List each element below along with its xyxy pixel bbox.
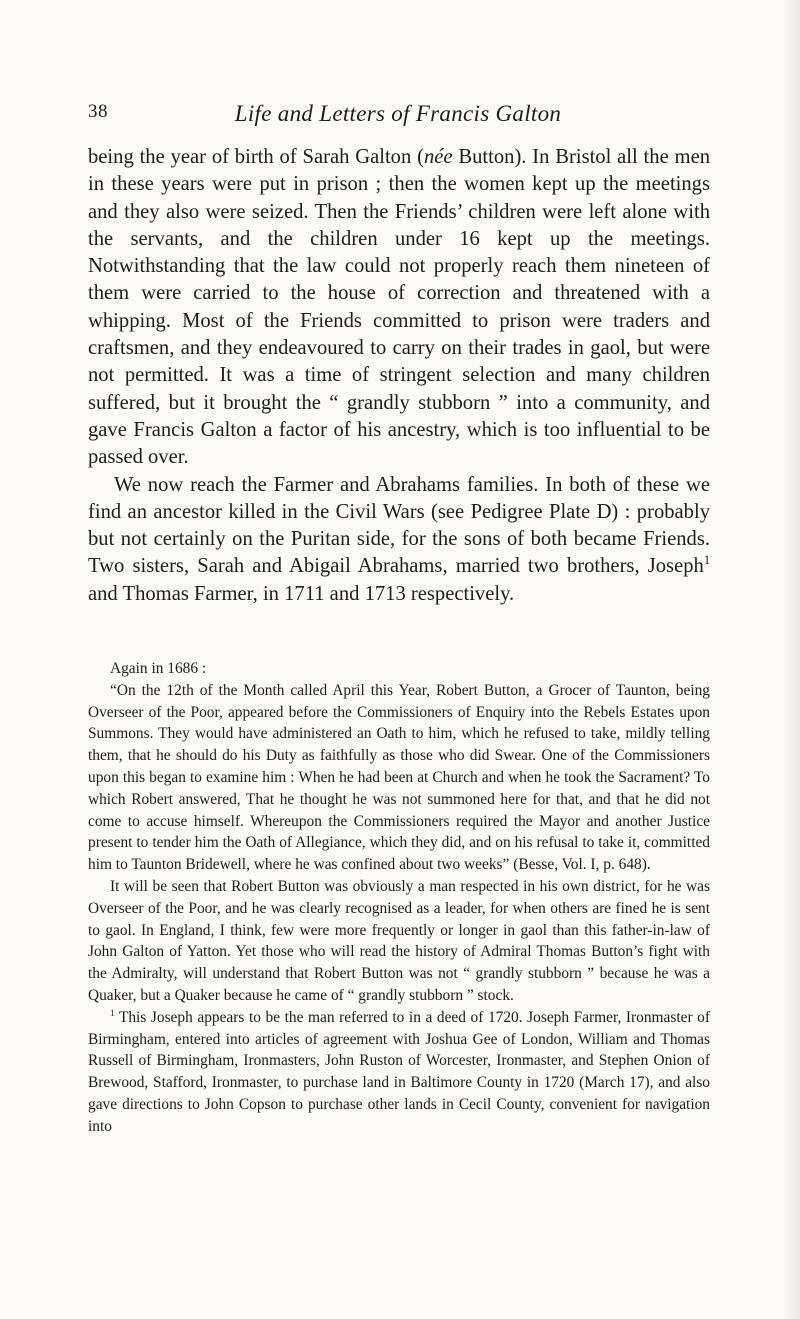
commentary-paragraph: It will be seen that Robert Button was obviously a man respected in his own district, for he was Overseer of the Poor, and he was clearly recognised as a leader, for when others are fined he is sent to gaol. In England, I think, few were more frequently or longer in gaol than this father-in-law of John Galton of Yatton. Yet those who will read the history of Admiral Thomas Button’s fight with the Admiralty, will understand that Robert Button was not “ grandly stubborn ” because he was a Quaker, but a Quaker because he came of “ grandly stubborn ” stock. — [88, 877, 710, 1004]
running-title: Life and Letters of Francis Galton — [234, 101, 562, 126]
footnote-number: 1 — [110, 1007, 115, 1018]
main-paragraph-1: being the year of birth of Sarah Galton (née Button). In Bristol all the men in these years were put in prison ; then the women kept up the meetings and they also were seized. Then the Friends’ children were left alone with the servants, and the children under 16 kept up the meetings. Notwithstanding that the law could not properly reach them nineteen of them were carried to the house of correction and threatened with a whipping. Most of the Friends committed to prison were traders and craftsmen, and they endeavoured to carry on their trades in gaol, but were not permitted. It was a time of stringent selection and many children suffered, but it brought the “ grandly stubborn ” into a community, and gave Francis Galton a factor of his ancestry, which is too influential to be passed over. — [88, 146, 711, 469]
page-edge-shadow — [782, 0, 800, 1319]
besse-quotation: “On the 12th of the Month called April this Year, Robert Button, a Grocer of Taunton, being Overseer of the Poor, appeared before the Commissioners of Enquiry into the Rebels Estates upon Summons. They would have administered an Oath to him, which he refused to take, mildly telling them, that he should do his Duty as faithfully as those who did Swear. One of the Commissioners upon this began to examine him : When he had been at Church and when he took the Sacrament? To which Robert answered, That he thought he was not summoned here for that, and that he did not come to accuse himself. Whereupon the Commissioners required the Mayor and another Justice present to tender him the Oath of Allegiance, which they did, and on his refusal to take it, committed him to Taunton Bridewell, where he was confined about two weeks” (Besse, Vol. I, p. 648). — [88, 681, 710, 874]
footnote — [88, 1007, 710, 1138]
quote-intro: Again in 1686 : — [110, 660, 207, 677]
italic-word: née — [423, 146, 453, 168]
footnote-text: This Joseph appears to be the man referred to in a deed of 1720. Joseph Farmer, Ironmaster of Birmingham, entered into articles of agreement with Joshua Gee of London, William and Thomas Russell of Birmingham, Ironmasters, John Ruston of Worcester, Ironmaster, and Stephen Onion of Brewood, Stafford, Ironmaster, to purchase land in Baltimore County in 1720 (March 17), and also gave directions to John Copson to purchase other lands in Cecil County, convenient for navigation into — [88, 1008, 710, 1135]
small-print-section — [88, 658, 710, 1138]
main-text — [88, 144, 710, 608]
footnote-marker: 1 — [703, 553, 710, 568]
running-header — [88, 101, 708, 131]
main-paragraph-2: We now reach the Farmer and Abrahams families. In both of these we find an ancestor killed in the Civil Wars (see Pedigree Plate D) : probably but not certainly on the Puritan side, for the sons of both became Friends. Two sisters, Sarah and Abigail Abrahams, married two brothers, Joseph$^1$ and Thomas Farmer, in 1711 and 1713 respectively. — [88, 473, 710, 605]
page-number: 38 — [88, 101, 108, 122]
